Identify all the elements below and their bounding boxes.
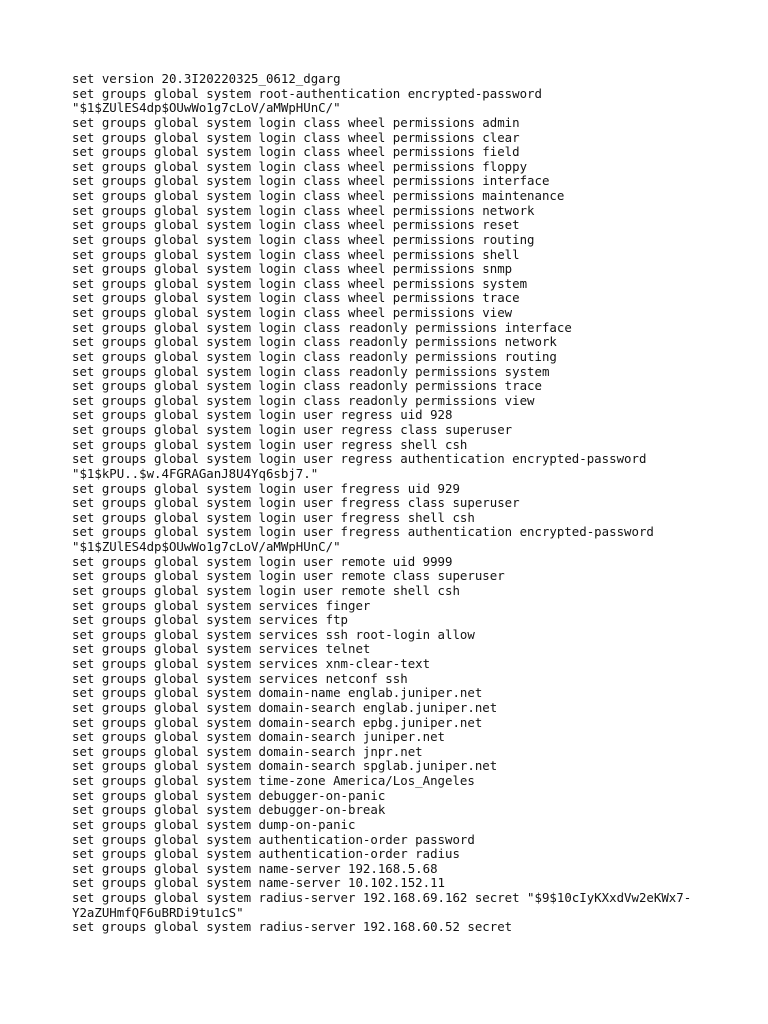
config-line: set groups global system login class readonly permissions trace xyxy=(72,378,542,394)
config-line: set groups global system services finger xyxy=(72,597,371,613)
config-line: set groups global system domain-search jnpr.net xyxy=(72,743,423,759)
config-line: set groups global system login user regress shell csh xyxy=(72,436,468,452)
config-line: set groups global system radius-server 192.168.69.162 secret "$9$10cIyKXxdVw2eKWx7- xyxy=(72,890,692,905)
config-line: set groups global system login class wheel permissions view xyxy=(72,305,513,320)
config-line: "$1$kPU..$w.4FGRAGanJ8U4Yq6sbj7." xyxy=(72,465,319,481)
config-line: set groups global system debugger-on-panic xyxy=(72,787,386,803)
config-line: set groups global system time-zone America/Los_Angeles xyxy=(72,773,475,788)
config-line: set groups global system login class wheel permissions maintenance xyxy=(72,188,565,203)
config-line: set groups global system login user fregress shell csh xyxy=(72,509,475,525)
config-line: set groups global system login class readonly permissions view xyxy=(72,392,535,408)
config-line: set groups global system login class wheel permissions system xyxy=(72,275,528,291)
config-line: set groups global system login user fregress class superuser xyxy=(72,495,520,511)
config-line: set groups global system login class readonly permissions network xyxy=(72,334,557,350)
config-line: set groups global system domain-name englab.juniper.net xyxy=(72,685,483,701)
config-line: set groups global system login class readonly permissions routing xyxy=(72,348,557,364)
config-line: Y2aZUHmfQF6uBRDi9tu1cS" xyxy=(72,904,244,920)
config-line: set groups global system login user regress class superuser xyxy=(72,422,513,437)
config-line: set groups global system login class wheel permissions routing xyxy=(72,231,535,247)
config-line: set version 20.3I20220325_0612_dgarg xyxy=(72,71,341,86)
config-line: set groups global system login class wheel permissions field xyxy=(72,144,520,160)
config-line: set groups global system login user regress authentication encrypted-password xyxy=(72,451,647,467)
config-listing xyxy=(72,72,691,935)
config-line: set groups global system dump-on-panic xyxy=(72,816,356,832)
config-line: set groups global system root-authentication encrypted-password xyxy=(72,85,542,101)
config-line: set groups global system login user remote class superuser xyxy=(72,568,505,584)
config-line: set groups global system login user fregress authentication encrypted-password xyxy=(72,524,654,540)
config-line: set groups global system login user remote uid 9999 xyxy=(72,553,453,569)
config-line: set groups global system login user remote shell csh xyxy=(72,582,460,598)
config-line: set groups global system services ftp xyxy=(72,612,349,628)
config-line: set groups global system login class wheel permissions trace xyxy=(72,290,520,306)
config-line: set groups global system domain-search spglab.juniper.net xyxy=(72,758,498,774)
config-line: set groups global system login class wheel permissions clear xyxy=(72,129,520,145)
config-line: set groups global system login class wheel permissions reset xyxy=(72,217,520,233)
config-line: set groups global system services ssh root-login allow xyxy=(72,626,475,642)
config-line: set groups global system login class readonly permissions interface xyxy=(72,319,572,335)
config-line: set groups global system login class wheel permissions interface xyxy=(72,173,550,189)
config-line: set groups global system login user regress uid 928 xyxy=(72,407,453,423)
config-line: "$1$ZUlES4dp$OUwWo1g7cLoV/aMWpHUnC/" xyxy=(72,100,341,116)
config-line: set groups global system authentication-order password xyxy=(72,831,475,847)
config-line: set groups global system name-server 192.168.5.68 xyxy=(72,860,438,876)
config-line: set groups global system domain-search juniper.net xyxy=(72,729,445,745)
config-line: set groups global system login class wheel permissions snmp xyxy=(72,261,513,277)
config-line: set groups global system services telnet xyxy=(72,641,371,657)
config-line: set groups global system authentication-order radius xyxy=(72,846,460,862)
config-line: set groups global system services xnm-clear-text xyxy=(72,656,431,671)
config-line: set groups global system name-server 10.102.152.11 xyxy=(72,875,445,891)
config-line: "$1$ZUlES4dp$OUwWo1g7cLoV/aMWpHUnC/" xyxy=(72,539,341,554)
config-line: set groups global system debugger-on-break xyxy=(72,802,386,818)
config-line: set groups global system services netconf ssh xyxy=(72,670,408,686)
config-line: set groups global system login class wheel permissions shell xyxy=(72,246,520,262)
config-line: set groups global system domain-search epbg.juniper.net xyxy=(72,714,483,730)
config-line: set groups global system login user fregress uid 929 xyxy=(72,480,460,496)
config-line: set groups global system domain-search englab.juniper.net xyxy=(72,699,498,715)
config-line: set groups global system login class wheel permissions admin xyxy=(72,114,520,130)
config-line: set groups global system login class readonly permissions system xyxy=(72,363,550,379)
config-line: set groups global system login class wheel permissions floppy xyxy=(72,158,528,174)
config-line: set groups global system login class wheel permissions network xyxy=(72,202,535,218)
config-line: set groups global system radius-server 192.168.60.52 secret xyxy=(72,919,513,935)
